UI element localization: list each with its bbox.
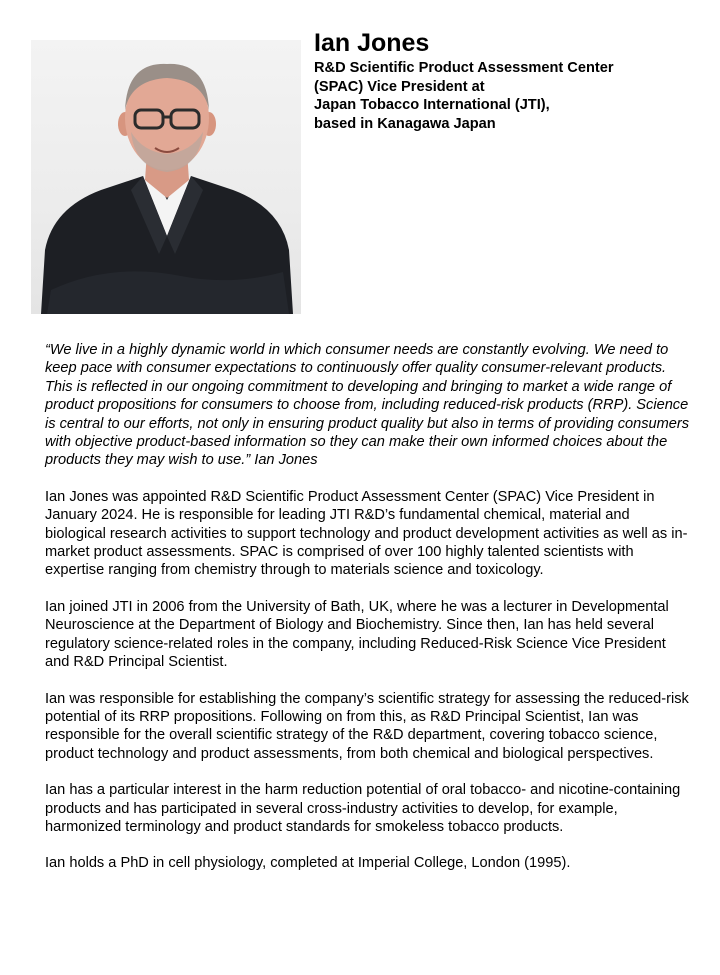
job-title-line: R&D Scientific Product Assessment Center [314,60,614,76]
biography [45,341,693,873]
bio-paragraph: Ian has a particular interest in the harm reduction potential of oral tobacco- and nicotine-containing products and has participated in several cross-industry activities to develop, for example, harmonized terminology and product standards for smokeless tobacco products. [45,782,681,835]
job-title-line: Japan Tobacco International (JTI), [314,97,550,114]
bio-paragraph: Ian Jones was appointed R&D Scientific Product Assessment Center (SPAC) Vice President in January 2024. He is responsible for leading JTI R&D’s fundamental chemical, material and biological research activities to support technology and product development activities as well as in-market product assessments. SPAC is comprised of over 100 highly talented scientists with expertise ranging from chemistry through to materials science and toxicology. [45,488,688,579]
quote-paragraph: “We live in a highly dynamic world in which consumer needs are constantly evolving. We need to keep pace with consumer expectations to continuously offer quality consumer-relevant products. This is reflected in our ongoing commitment to developing and bringing to market a wide range of product propositions for consumers to choose from, including reduced-risk products (RRP). Science is central to our efforts, not only in ensuring product quality but also in terms of providing consumers with objective product-based information so they can make their own informed choices about the products they may wish to use.” Ian Jones [45,342,690,469]
bio-paragraph: Ian holds a PhD in cell physiology, completed at Imperial College, London (1995). [45,855,571,872]
profile-header [314,28,704,133]
bio-paragraph: Ian joined JTI in 2006 from the University of Bath, UK, where he was a lecturer in Developmental Neuroscience at the Department of Biology and Biochemistry. Since then, Ian has held several regulatory science-related roles in the company, including Reduced-Risk Science Vice President and R&D Principal Scientist. [45,598,669,671]
portrait-photo [31,40,301,314]
job-title-line: (SPAC) Vice President at [314,78,485,95]
job-title-line: based in Kanagawa Japan [314,115,496,132]
job-title [314,59,704,133]
bio-paragraph: Ian was responsible for establishing the company’s scientific strategy for assessing the reduced-risk potential of its RRP propositions. Following on from this, as R&D Principal Scientist, Ian was responsible for the overall scientific strategy of the R&D department, covering tobacco science, product technology and product assessments, from both chemical and biological perspectives. [45,690,689,762]
person-name: Ian Jones [314,29,430,57]
portrait-illustration [31,40,301,314]
